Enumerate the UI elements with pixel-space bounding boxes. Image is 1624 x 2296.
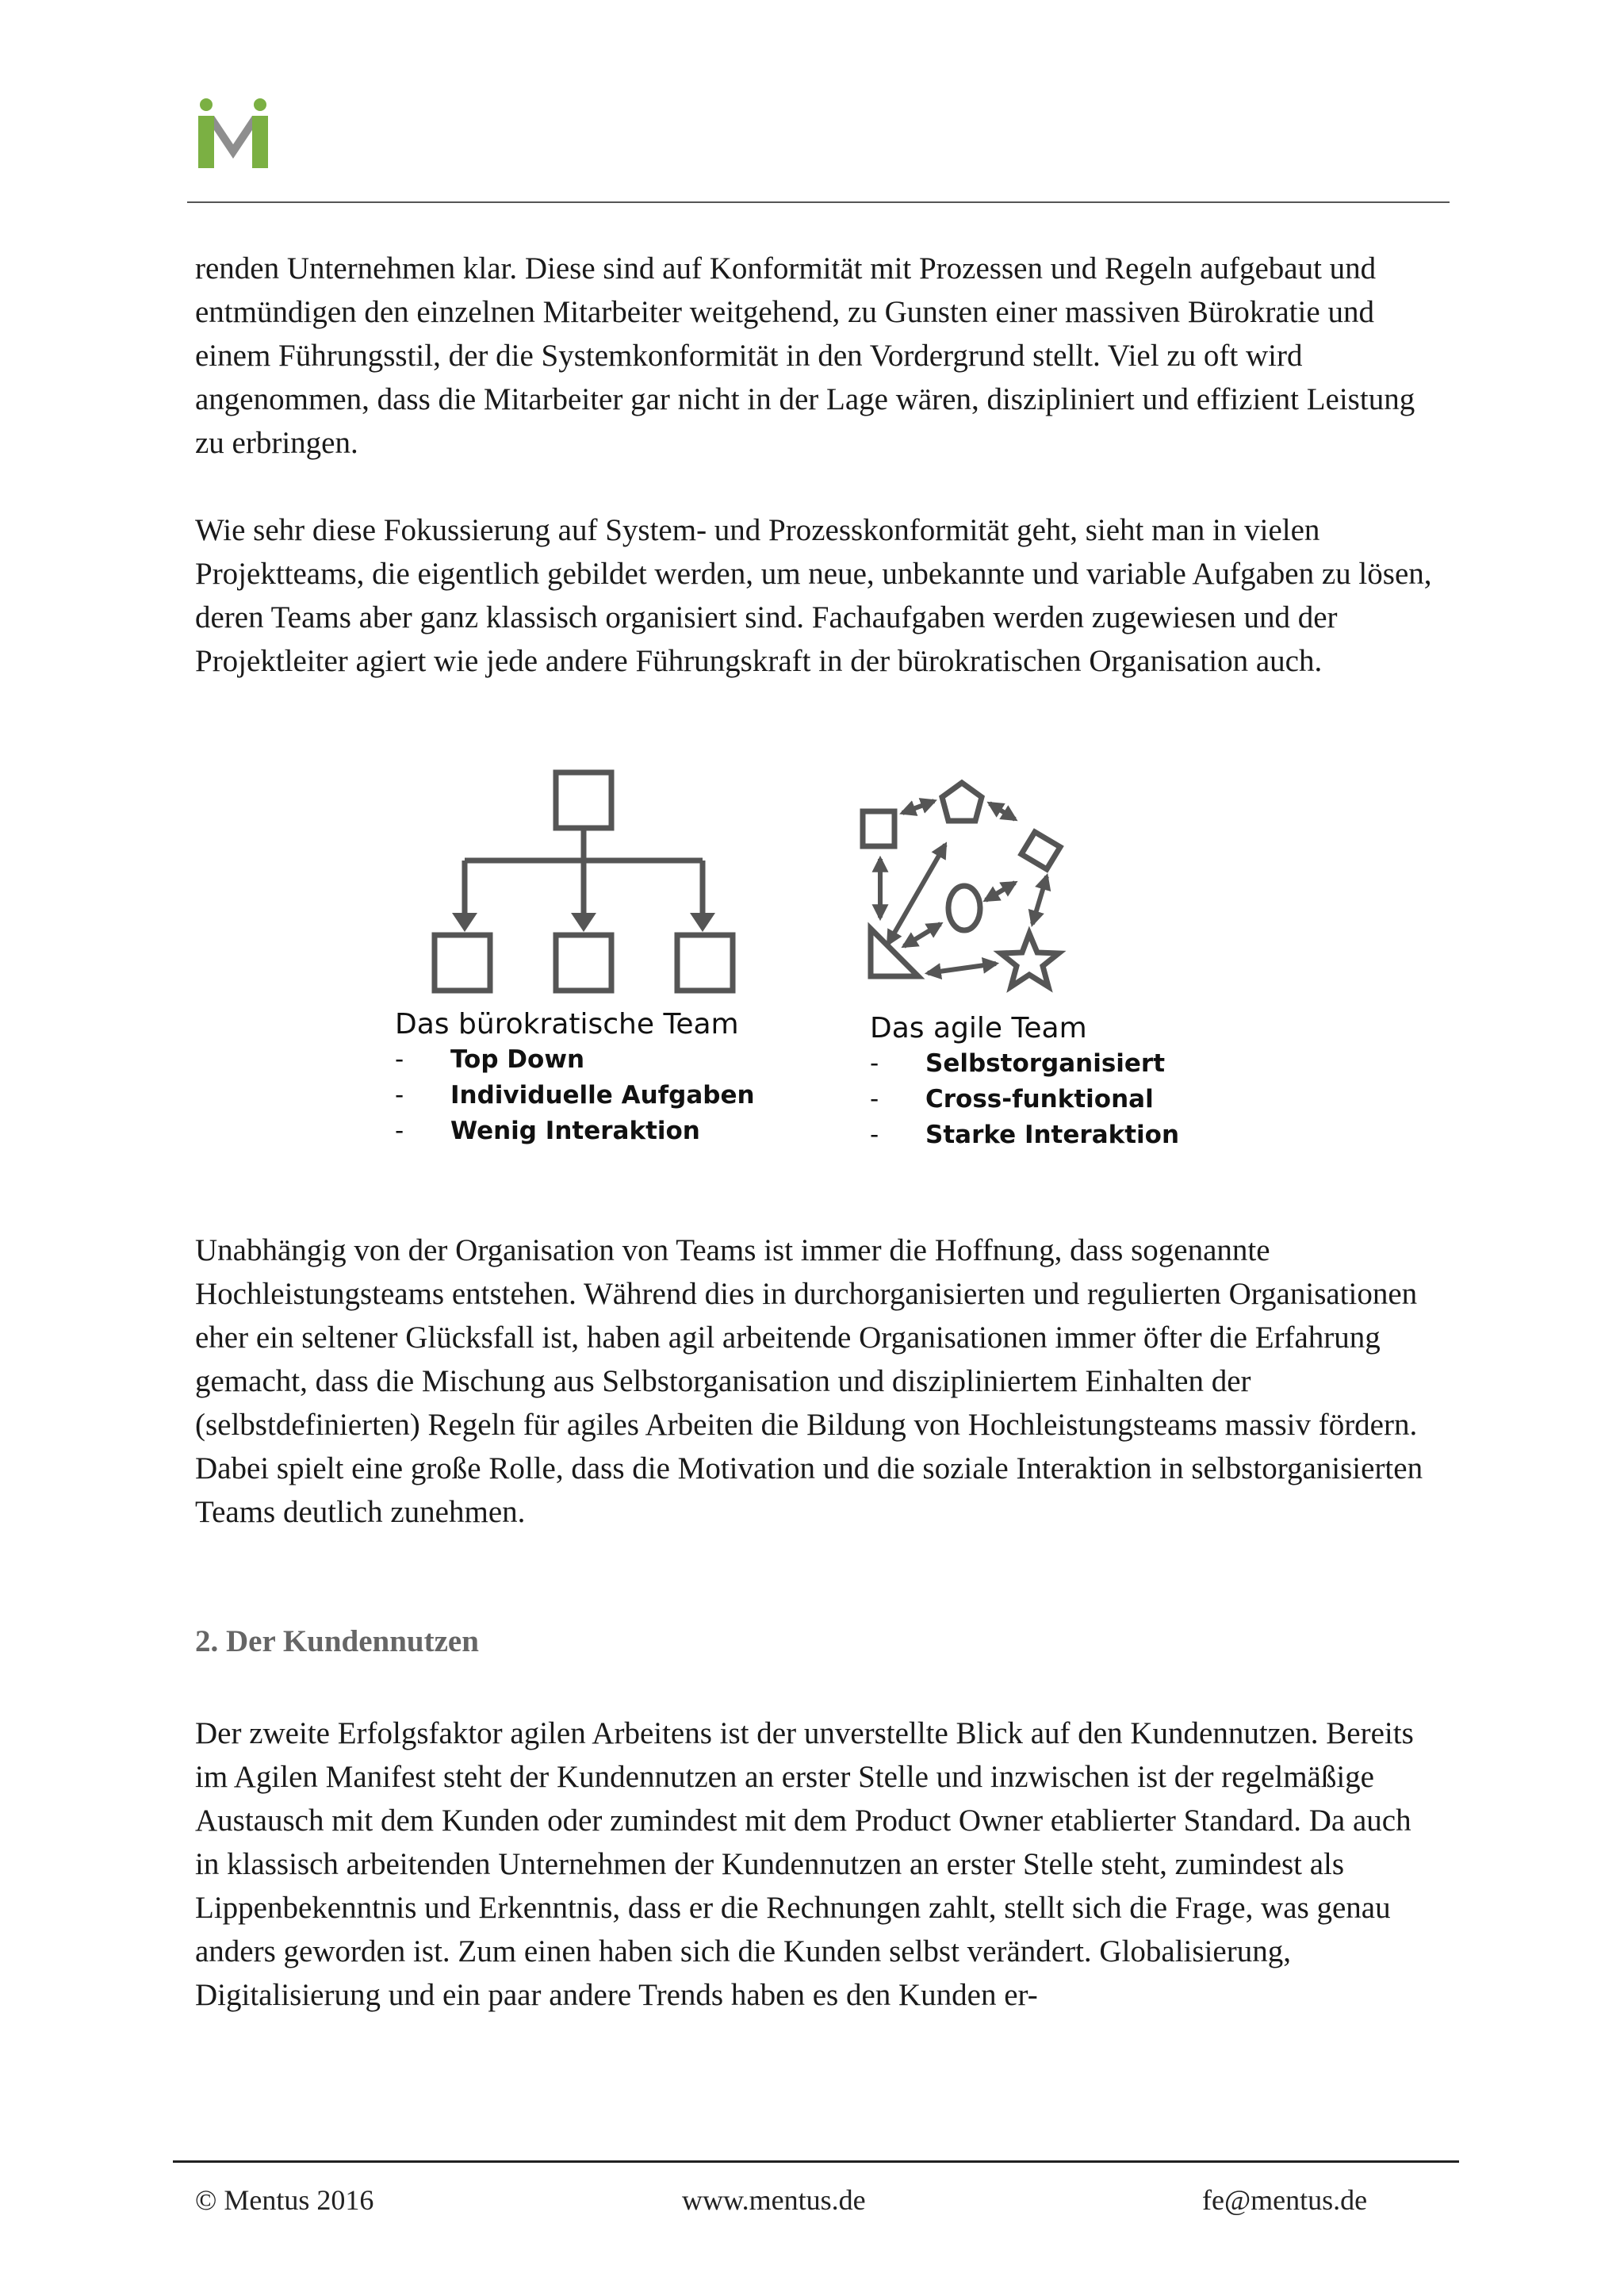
footer-website-link[interactable]: www.mentus.de <box>682 2184 866 2216</box>
paragraph-customer-value: Der zweite Erfolgsfaktor agilen Arbeitens ist der unverstellte Blick auf den Kundennutzen. Bereits im Agilen Manifest steht der Kundennutzen an erster Stelle und inzwischen ist der regelmäßige Austausch mit dem Kunden oder zumindest mit dem Product Owner etablierter Standard. Da auch in klassisch arbeitenden Unternehmen der Kundennutzen an erster Stelle steht, zumindest als Lippenbekenntnis und Erkenntnis, dass er die Rechnungen zahlt, stellt sich die Frage, was genau anders geworden ist. Zum einen haben sich die Kunden selbst verändert. Globalisierung, Digitalisierung und ein paar andere Trends haben es den Kunden er- <box>195 1716 1414 2012</box>
mentus-logo-icon <box>195 97 271 170</box>
header-divider <box>187 201 1450 203</box>
list-item: - Starke Interaktion <box>870 1121 1180 1149</box>
bureaucratic-team-org-chart <box>389 765 745 1003</box>
list-item: - Selbstorganisiert <box>870 1049 1166 1078</box>
agile-team-network <box>848 765 1205 1003</box>
footer-copyright: © Mentus 2016 <box>195 2184 374 2216</box>
paragraph-bureaucracy: renden Unternehmen klar. Diese sind auf Konformität mit Prozessen und Regeln aufgebaut und entmündigen den einzelnen Mitarbeiter weitgehend, zu Gunsten einer massiven Bürokratie und einem Führungsstil, der die Systemkonformität in den Vordergrund stellt. Viel zu oft wird angenommen, dass die Mitarbeiter gar nicht in der Lage wären, diszipliniert und effizient Leistung zu erbringen. <box>195 251 1415 460</box>
list-item: - Cross-funktional <box>870 1085 1154 1114</box>
footer-divider <box>173 2160 1459 2163</box>
paragraph-project-teams: Wie sehr diese Fokussierung auf System- und Prozesskonformität geht, sieht man in vielen Projektteams, die eigentlich gebildet werden, um neue, unbekannte und variable Aufgaben zu lösen, deren Teams aber ganz klassisch organisiert sind. Fachaufgaben werden zugewiesen und der Projektleiter agiert wie jede andere Führungskraft in der bürokratischen Organisation auch. <box>195 513 1432 678</box>
agile-team-list <box>870 1046 1179 1153</box>
team-comparison-diagram <box>389 765 1205 1162</box>
list-item: - Individuelle Aufgaben <box>395 1081 755 1110</box>
section-heading: 2. Der Kundennutzen <box>195 1624 479 1658</box>
paragraph-high-performance-teams: Unabhängig von der Organisation von Teams ist immer die Hoffnung, dass sogenannte Hochleistungsteams entstehen. Während dies in durchorganisierten und regulierten Organisationen eher ein seltener Glücksfall ist, haben agil arbeitende Organisationen immer öfter die Erfahrung gemacht, dass die Mischung aus Selbstorganisation und diszipliniertem Einhalten der (selbstdefinierten) Regeln für agiles Arbeiten die Bildung von Hochleistungsteams massiv fördern. Dabei spielt eine große Rolle, dass die Motivation und die soziale Interaktion in selbstorganisierten Teams deutlich zunehmen. <box>195 1233 1423 1529</box>
bureaucratic-team-title: Das bürokratische Team <box>395 1008 739 1041</box>
list-item: - Top Down <box>395 1045 585 1074</box>
list-item: - Wenig Interaktion <box>395 1117 700 1145</box>
bureaucratic-team-list <box>395 1042 755 1149</box>
bureaucratic-team-label <box>395 1007 755 1149</box>
footer-email-link[interactable]: fe@mentus.de <box>1202 2184 1368 2216</box>
agile-team-title: Das agile Team <box>870 1012 1087 1045</box>
agile-team-label <box>870 1011 1179 1153</box>
